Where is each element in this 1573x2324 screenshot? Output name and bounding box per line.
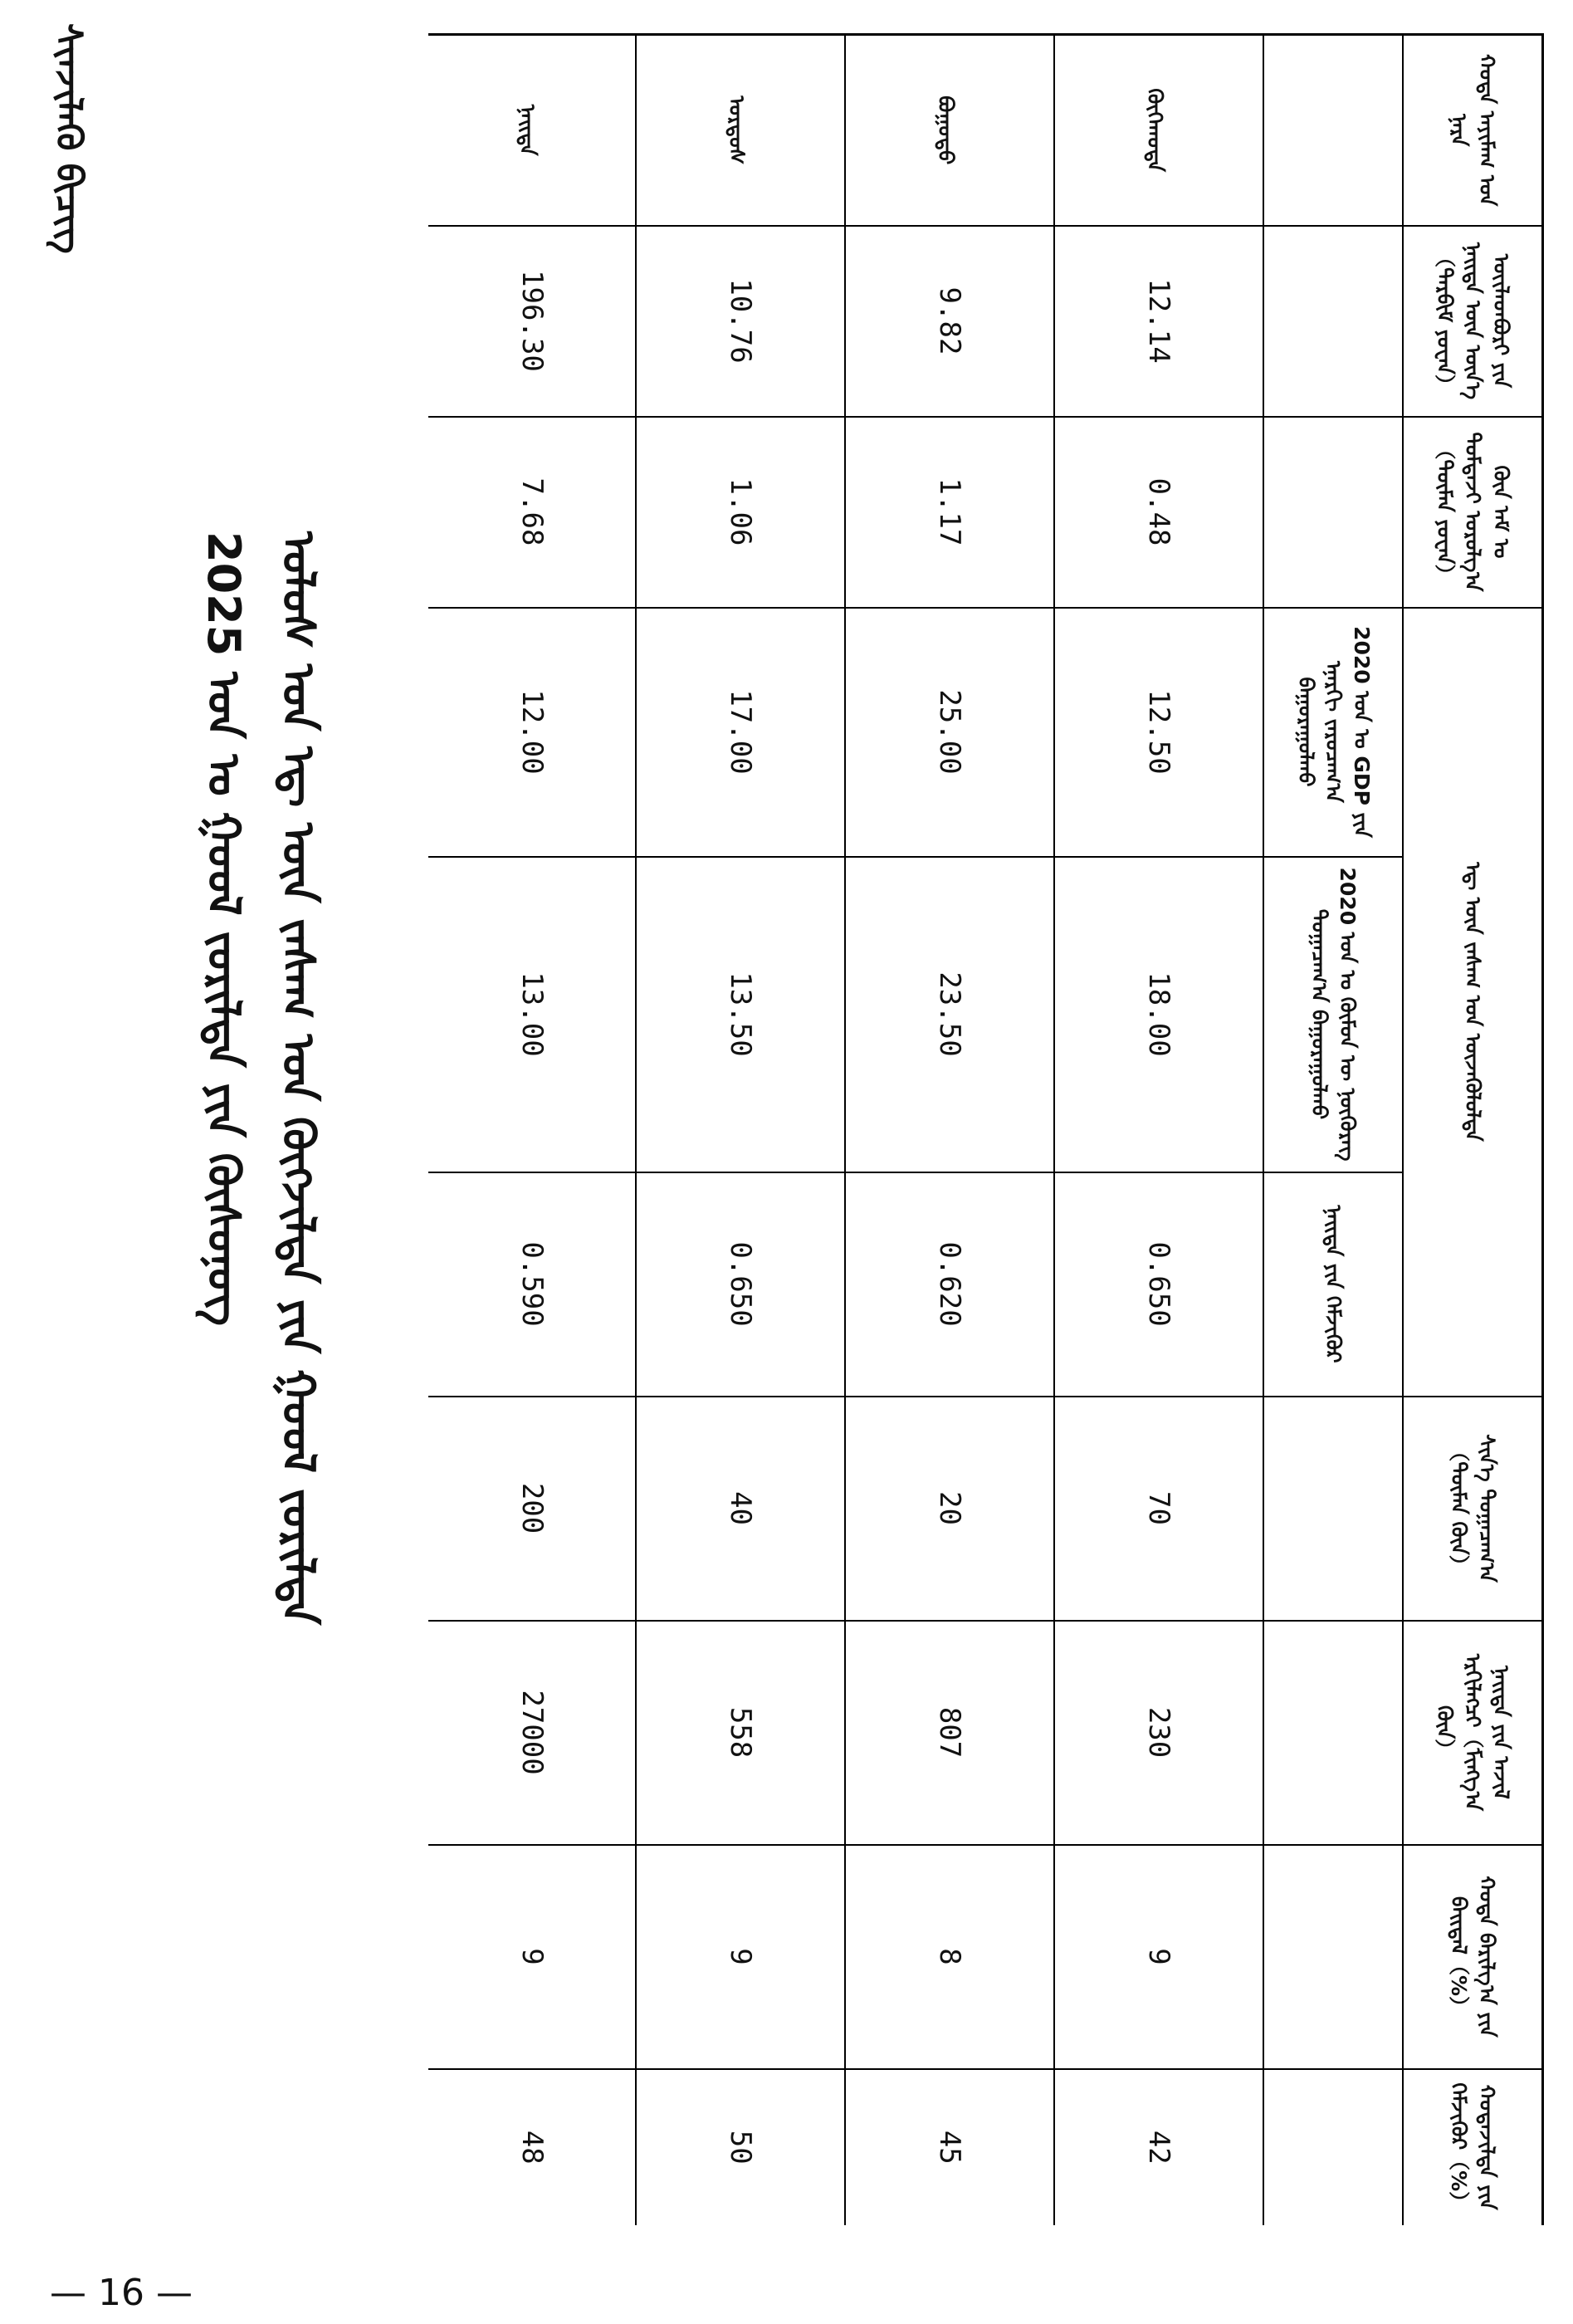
value-cell: 1.06 bbox=[637, 417, 846, 608]
value-cell: 0.650 bbox=[637, 1172, 846, 1397]
document-title-line-2: 2025 ᠣᠨ ᠤ ᠭᠣᠤᠯ ᠵᠣᠷᠢᠯᠲᠠ ᠶᠢᠨ ᠬᠦᠰᠦᠨᠦᠭ bbox=[198, 531, 250, 1326]
table-row bbox=[846, 35, 1055, 2226]
value-cell: 10.76 bbox=[637, 226, 846, 417]
value-cell: 196.30 bbox=[428, 226, 637, 417]
region-cell: ᠨᠡᠢᠲᠡ bbox=[428, 35, 637, 226]
value-cell: 50 bbox=[637, 2069, 846, 2225]
col-header-building-rate: ᠬᠣᠲᠠ ᠪᠠᠷᠢᠯᠭ᠎ᠠ ᠶᠢᠨ ᠪᠠᠢᠳᠠᠯ（%） bbox=[1404, 1845, 1543, 2069]
col-header-gdp-energy: 2020 ᠣᠨ ᠤ GDP ᠶᠢᠨ ᠡᠨᠡᠷᠭᠢ ᠵᠠᠷᠤᠴᠠᠭ᠎ᠠ ᠪᠠᠭᠤᠷᠠᠭᠤᠯᠬᠤ bbox=[1264, 608, 1404, 857]
value-cell: 45 bbox=[846, 2069, 1055, 2225]
col-header-filler bbox=[1264, 1621, 1404, 1845]
col-header-output-value: ᠦᠢᠯᠡᠳᠪᠦᠷᠢ ᠶᠢᠨ ᠨᠡᠢᠲᠡ ᠦᠨ ᠦᠨ᠎ᠡ（ᠲᠡᠷᠪᠢᠮ ᠶᠤᠸᠠᠨ） bbox=[1404, 226, 1543, 417]
value-cell: 12.50 bbox=[1055, 608, 1264, 857]
col-header-per-capita-carbon: 2020 ᠣᠨ ᠤ ᠬᠦᠮᠦᠨ ᠦ ᠨᠦᠭᠦᠷᠡᠭ ᠲᠤᠭᠠᠴᠠᠭ᠎ᠠ ᠪᠠᠭᠤᠷᠠᠭᠤᠯᠬᠤ bbox=[1264, 857, 1404, 1172]
col-header-common-ratio: ᠨᠡᠢᠲᠡ ᠶᠢᠨ ᠬᠡᠮᠵᠢᠭᠦᠷ bbox=[1264, 1172, 1404, 1397]
value-cell: 0.48 bbox=[1055, 417, 1264, 608]
value-cell: 807 bbox=[846, 1621, 1055, 1845]
col-header-urbanization: ᠬᠣᠲᠠᠵᠢᠯᠲᠠ ᠶᠢᠨ ᠬᠡᠮᠵᠢᠭᠦᠷ（%） bbox=[1404, 2069, 1543, 2225]
value-cell: 27000 bbox=[428, 1621, 637, 1845]
value-cell: 230 bbox=[1055, 1621, 1264, 1845]
col-header-filler bbox=[1264, 1845, 1404, 2069]
page-header: ᠰᠢᠨᠵᠢᠯᠡᠬᠦ ᠪᠢᠴᠢᠭ bbox=[47, 23, 90, 254]
col-header-income: ᠬᠦᠨ ᠠᠮ ᠤ ᠳᠤᠮᠳᠠᠵᠢ ᠣᠷᠣᠯᠭ᠎ᠠ（ᠲᠦᠮᠡᠨ ᠶᠤᠸᠠᠨ） bbox=[1404, 417, 1543, 608]
col-header-filler bbox=[1264, 226, 1404, 417]
col-header-filler bbox=[1264, 2069, 1404, 2225]
value-cell: 12.14 bbox=[1055, 226, 1264, 417]
value-cell: 25.00 bbox=[846, 608, 1055, 857]
data-table-container bbox=[428, 33, 1544, 2225]
value-cell: 7.68 bbox=[428, 417, 637, 608]
value-cell: 70 bbox=[1055, 1397, 1264, 1621]
value-cell: 8 bbox=[846, 1845, 1055, 2069]
region-cell: ᠬᠥᠬᠡᠬᠣᠲᠠ bbox=[1055, 35, 1264, 226]
region-cell: ᠣᠷᠳᠤᠰ bbox=[637, 35, 846, 226]
table-row bbox=[428, 35, 637, 2226]
value-cell: 9 bbox=[1055, 1845, 1264, 2069]
group-header: ᠡᠳ᠋ ᠦᠨ ᠵᠠᠰᠠᠭ ᠤᠨ ᠦᠵᠡᠬᠦᠯᠦᠯᠲᠡ bbox=[1404, 608, 1543, 1397]
value-cell: 42 bbox=[1055, 2069, 1264, 2225]
col-header-employment: ᠨᠡᠢᠲᠡ ᠶᠢᠨ ᠠᠵᠢᠯ ᠡᠷᠬᠢᠯᠡᠭᠴᠢ（ᠮᠢᠩᠭ᠎ᠠ ᠬᠦᠨ） bbox=[1404, 1621, 1543, 1845]
data-table bbox=[428, 33, 1544, 2225]
value-cell: 0.620 bbox=[846, 1172, 1055, 1397]
value-cell: 48 bbox=[428, 2069, 637, 2225]
value-cell: 9 bbox=[637, 1845, 846, 2069]
corner-header: ᠬᠣᠲᠠ ᠠᠶᠢᠮᠠᠭ ᠤᠨ ᠨᠡᠷᠡ bbox=[1404, 35, 1543, 226]
table-row bbox=[637, 35, 846, 2226]
page-number: — 16 — bbox=[50, 2272, 193, 2314]
value-cell: 20 bbox=[846, 1397, 1055, 1621]
value-cell: 23.50 bbox=[846, 857, 1055, 1172]
value-cell: 558 bbox=[637, 1621, 846, 1845]
region-cell: ᠪᠤᠭᠤᠲᠤ bbox=[846, 35, 1055, 226]
table-row bbox=[1055, 35, 1264, 2226]
value-cell: 9 bbox=[428, 1845, 637, 2069]
value-cell: 12.00 bbox=[428, 608, 637, 857]
value-cell: 13.50 bbox=[637, 857, 846, 1172]
col-header-filler bbox=[1264, 1397, 1404, 1621]
value-cell: 40 bbox=[637, 1397, 846, 1621]
value-cell: 0.650 bbox=[1055, 1172, 1264, 1397]
value-cell: 0.590 bbox=[428, 1172, 637, 1397]
value-cell: 17.00 bbox=[637, 608, 846, 857]
value-cell: 200 bbox=[428, 1397, 637, 1621]
value-cell: 1.17 bbox=[846, 417, 1055, 608]
value-cell: 9.82 bbox=[846, 226, 1055, 417]
document-title-line-1: ᠤᠯᠤᠰ ᠤᠨ ᠡᠳ᠋ ᠦᠨ ᠵᠠᠰᠠᠭ ᠤᠨ ᠬᠥᠭᠵᠢᠯᠲᠡ ᠶᠢᠨ ᠭᠤᠤᠯ ᠵᠣᠷᠢᠯᠲᠠ bbox=[272, 531, 325, 1626]
col-header-filler bbox=[1264, 35, 1404, 226]
value-cell: 18.00 bbox=[1055, 857, 1264, 1172]
col-header-filler bbox=[1264, 417, 1404, 608]
value-cell: 13.00 bbox=[428, 857, 637, 1172]
col-header-new-population: ᠰᠢᠨ᠎ᠡ ᠲᠤᠭᠠᠴᠠᠭ᠎ᠠ（ᠲᠦᠮᠡᠨ ᠬᠦᠨ） bbox=[1404, 1397, 1543, 1621]
